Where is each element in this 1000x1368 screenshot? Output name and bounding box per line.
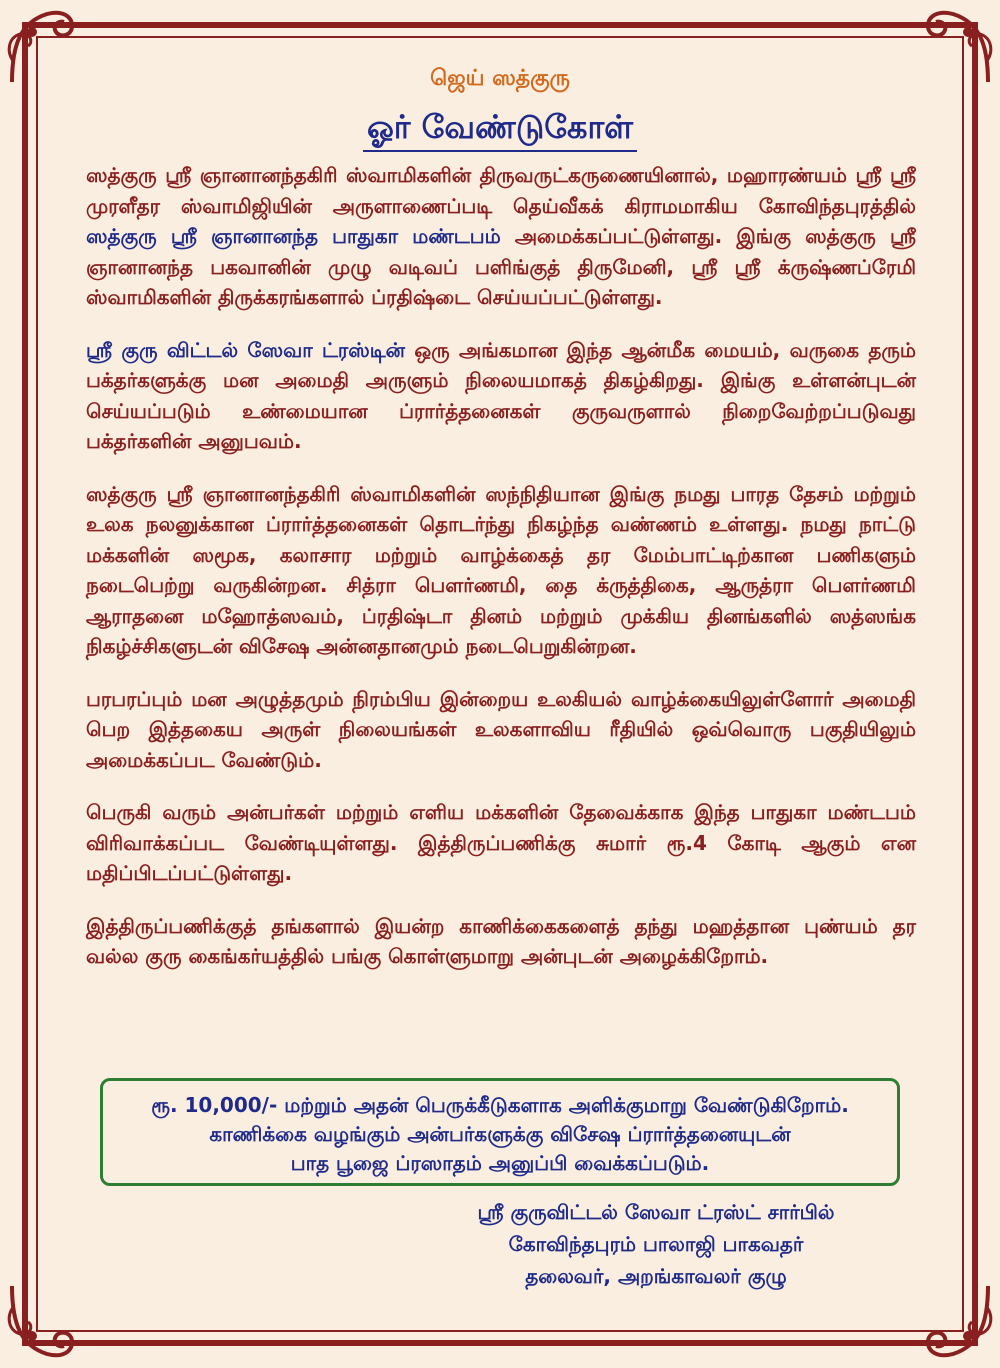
page-title-wrap (0, 108, 1000, 150)
paragraph-2-highlight: ஸ்ரீ குரு விட்டல் ஸேவா ட்ரஸ்டின் (86, 337, 406, 362)
paragraph-1-highlight: ஸத்குரு ஸ்ரீ ஞானானந்த பாதுகா மண்டபம் (86, 224, 501, 248)
donation-notice-box (100, 1078, 900, 1186)
corner-ornament-icon (2, 1276, 92, 1366)
paragraph-1 (86, 160, 916, 313)
signature-line-3: தலைவர், அறங்காவலர் குழு (525, 1264, 787, 1288)
paragraph-1-text-a: ஸத்குரு ஸ்ரீ ஞானானந்தகிரி ஸ்வாமிகளின் திருவருட்கருணையினால், மஹாரண்யம் ஸ்ரீ ஸ்ரீ முரளீதர ஸ்வாமிஜியின் அருளாணைப்படி தெய்வீகக் கிராமமாகிய கோவிந்தபுரத்தில் (86, 163, 916, 218)
paragraph-4: பரபரப்பும் மன அழுத்தமும் நிரம்பிய இன்றைய உலகியல் வாழ்க்கையிலுள்ளோர் அமைதி பெற இத்தகைய அருள் நிலையங்கள் உலகளாவிய ரீதியில் ஒவ்வொரு பகுதியிலும் அமைக்கப்பட வேண்டும். (86, 686, 916, 772)
letter-body (86, 160, 916, 994)
signature-line-1: ஸ்ரீ குருவிட்டல் ஸேவா ட்ரஸ்ட் சார்பில் (477, 1200, 835, 1224)
paragraph-6: இத்திருப்பணிக்குத் தங்களால் இயன்ற காணிக்கைகளைத் தந்து மஹத்தான புண்யம் தர வல்ல குரு கைங்கர்யத்தில் பங்கு கொள்ளுமாறு அன்புடன் அழைக்கிறோம். (86, 913, 916, 968)
signature-line-2: கோவிந்தபுரம் பாலாஜி பாகவதர் (508, 1232, 804, 1256)
page-title: ஓர் வேண்டுகோள் (363, 108, 637, 152)
paragraph-2 (86, 335, 916, 457)
page-subtitle: ஜெய் ஸத்குரு (430, 66, 570, 91)
paragraph-3: ஸத்குரு ஸ்ரீ ஞானானந்தகிரி ஸ்வாமிகளின் ஸந்நிதியான இங்கு நமது பாரத தேசம் மற்றும் உலக நலனுக்கான ப்ரார்த்தனைகள் தொடர்ந்து நிகழ்ந்த வண்ணம் உள்ளது. நமது நாட்டு மக்களின் ஸமூக, கலாசார மற்றும் வாழ்க்கைத் தர மேம்பாட்டிற்கான பணிகளும் நடைபெற்று வருகின்றன. சித்ரா பௌர்ணமி, தை க்ருத்திகை, ஆருத்ரா பௌர்ணமி ஆராதனை மஹோத்ஸவம், ப்ரதிஷ்டா தினம் மற்றும் முக்கிய தினங்களில் ஸத்ஸங்க நிகழ்ச்சிகளுடன் விசேஷ அன்னதானமும் நடைபெறுகின்றன. (86, 481, 916, 658)
signature-block (396, 1196, 916, 1292)
paragraph-5: பெருகி வரும் அன்பர்கள் மற்றும் எளிய மக்களின் தேவைக்காக இந்த பாதுகா மண்டபம் விரிவாக்கப்பட வேண்டியுள்ளது. இத்திருப்பணிக்கு சுமார் ரூ.4 கோடி ஆகும் என மதிப்பிடப்பட்டுள்ளது. (86, 800, 916, 885)
paragraph-1-text-c: அமைக்கப்பட்டுள்ளது. இங்கு ஸத்குரு ஸ்ரீ ஞானானந்த பகவானின் முழு வடிவப் பளிங்குத் திருமேனி, ஸ்ரீ ஸ்ரீ க்ருஷ்ணப்ரேமி ஸ்வாமிகளின் திருக்கரங்களால் ப்ரதிஷ்டை செய்யப்பட்டுள்ளது. (86, 224, 916, 309)
notice-line-3: பாத பூஜை ப்ரஸாதம் அனுப்பி வைக்கப்படும். (290, 1151, 710, 1175)
notice-line-1: ரூ. 10,000/- மற்றும் அதன் பெருக்கீடுகளாக அளிக்குமாறு வேண்டுகிறோம். (151, 1093, 849, 1117)
notice-line-2: காணிக்கை வழங்கும் அன்பர்களுக்கு விசேஷ ப்ரார்த்தனையுடன் (209, 1122, 791, 1146)
paragraph-2-text-b: ஒரு அங்கமான இந்த ஆன்மீக மையம், வருகை தரும் பக்தர்களுக்கு மன அமைதி அருளும் நிலையமாகத் திகழ்கிறது. இங்கு உள்ளன்புடன் செய்யப்படும் உண்மையான ப்ரார்த்தனைகள் குருவருளால் நிறைவேற்றப்படுவது பக்தர்களின் அனுபவம். (86, 337, 916, 453)
corner-ornament-icon (908, 1276, 998, 1366)
